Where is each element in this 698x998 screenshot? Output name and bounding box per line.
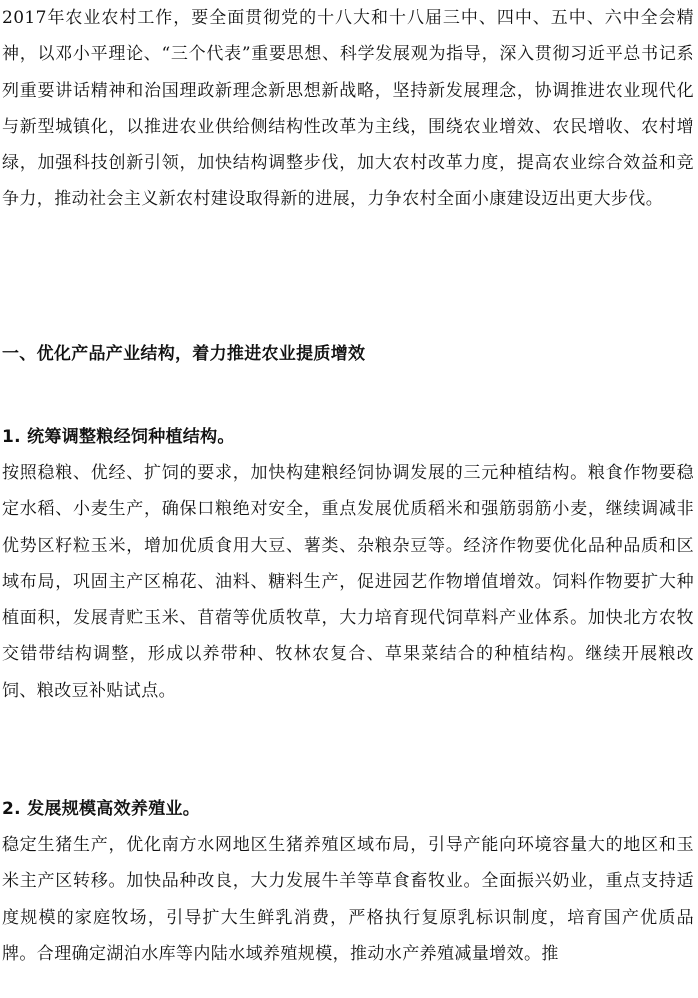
item-2-heading: 2. 发展规模高效养殖业。 xyxy=(2,799,201,819)
item-1-paragraph: 按照稳粮、优经、扩饲的要求，加快构建粮经饲协调发展的三元种植结构。粮食作物要稳定水稻、小麦生产，确保口粮绝对安全，重点发展优质稻米和强筋弱筋小麦，继续调减非优势区籽粒玉米，增加优质食用大豆、薯类、杂粮杂豆等。经济作物要优化品种品质和区域布局，巩固主产区棉花、油料、糖料生产，促进园艺作物增值增效。饲料作物要扩大种植面积，发展青贮玉米、苜蓿等优质牧草，大力培育现代饲草料产业体系。加快北方农牧交错带结构调整，形成以养带种、牧林农复合、草果菜结合的种植结构。继续开展粮改饲、粮改豆补贴试点。 xyxy=(2,463,694,701)
section-heading: 一、优化产品产业结构，着力推进农业提质增效 xyxy=(2,344,366,364)
intro-paragraph: 2017年农业农村工作，要全面贯彻党的十八大和十八届三中、四中、五中、六中全会精神，以邓小平理论、“三个代表”重要思想、科学发展观为指导，深入贯彻习近平总书记系列重要讲话精神和治国理政新理念新思想新战略，坚持新发展理念，协调推进农业现代化与新型城镇化，以推进农业供给侧结构性改革为主线，围绕农业增效、农民增收、农村增绿，加强科技创新引领，加快结构调整步伐，加大农村改革力度，提高农业综合效益和竞争力，推动社会主义新农村建设取得新的进展，力争农村全面小康建设迈出更大步伐。 xyxy=(2,8,694,210)
item-2-paragraph: 稳定生猪生产，优化南方水网地区生猪养殖区域布局，引导产能向环境容量大的地区和玉米主产区转移。加快品种改良，大力发展牛羊等草食畜牧业。全面振兴奶业，重点支持适度规模的家庭牧场，引导扩大生鲜乳消费，严格执行复原乳标识制度，培育国产优质品牌。合理确定湖泊水库等内陆水域养殖规模，推动水产养殖减量增效。推 xyxy=(2,835,694,964)
item-1-heading: 1. 统筹调整粮经饲种植结构。 xyxy=(2,427,235,447)
